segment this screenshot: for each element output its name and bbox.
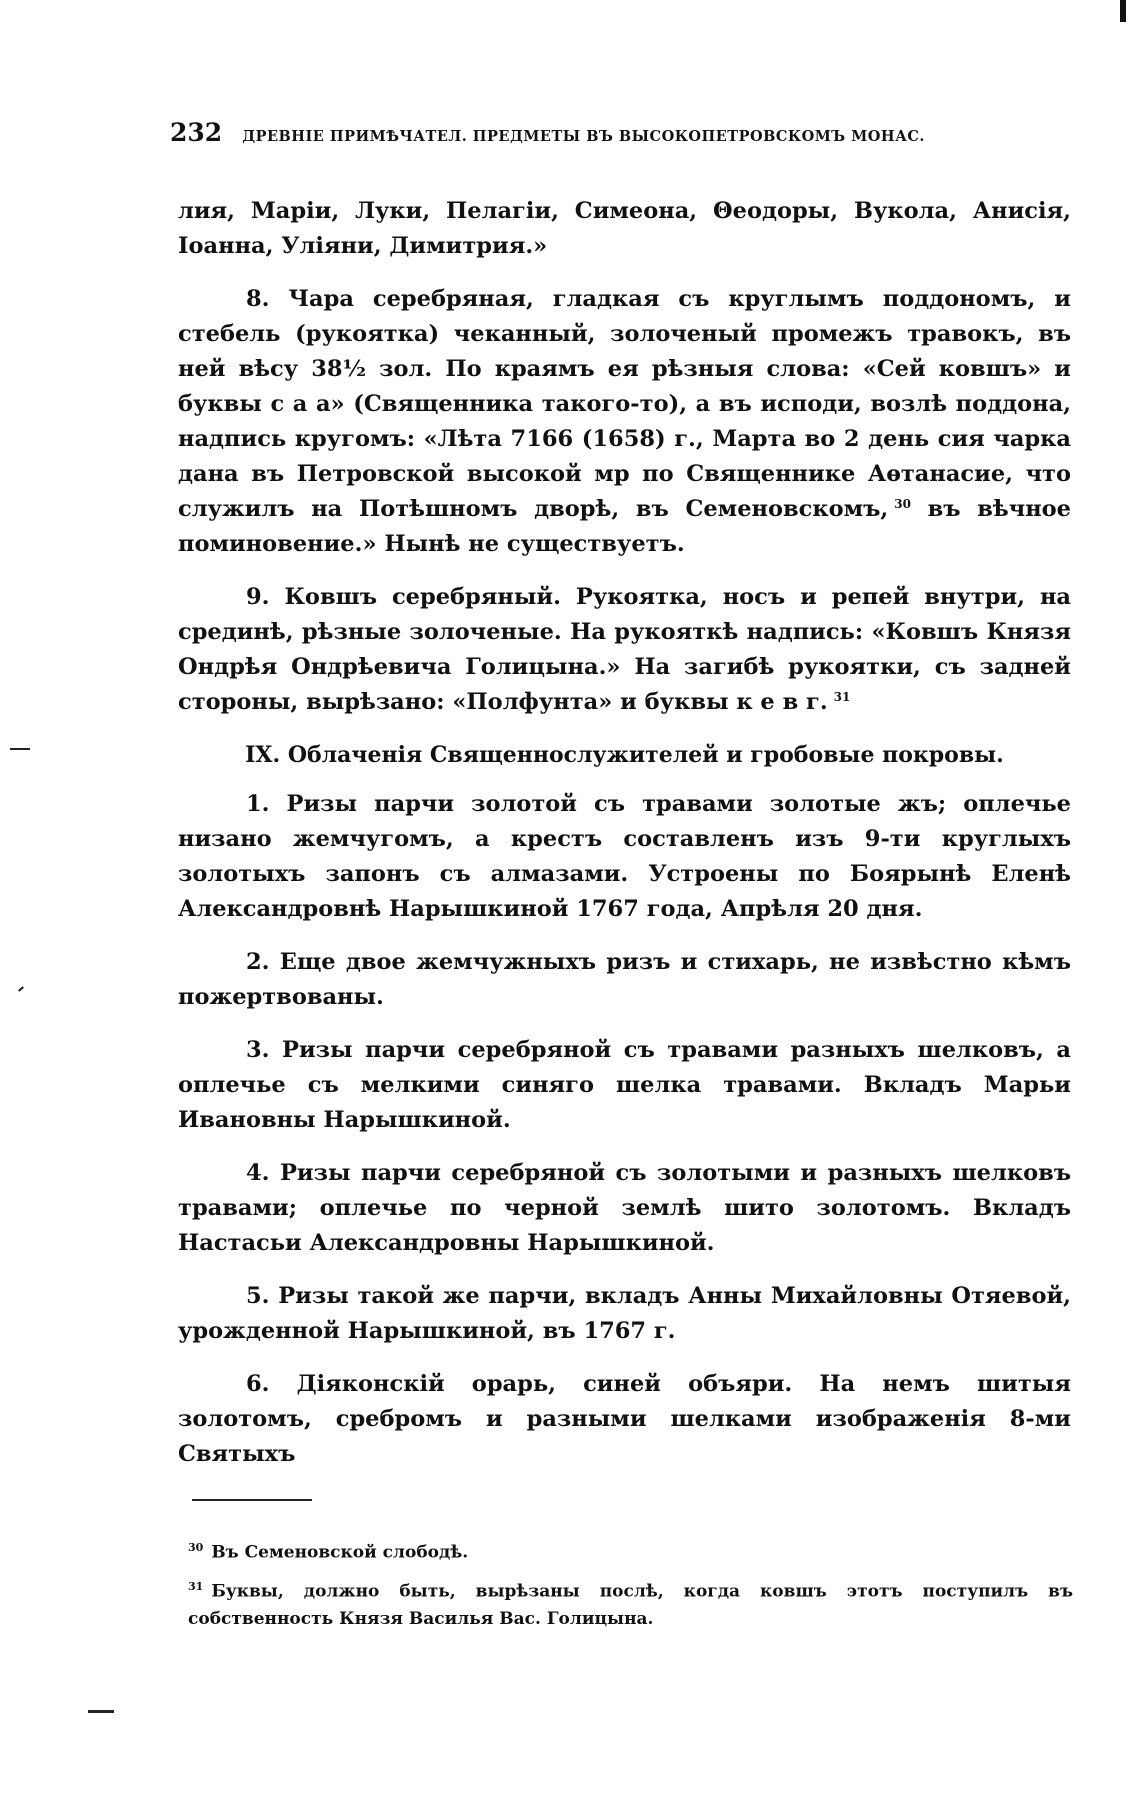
footnotes (188, 1534, 1073, 1639)
footnote-number: 31 (188, 1579, 204, 1593)
footnote-number: 30 (188, 1541, 204, 1554)
footnote-ref-30: 30 (894, 496, 911, 511)
vestment-item-3: 3. Ризы парчи серебряной съ травами разныхъ шелковъ, а оплечье съ мелкими синяго шелка травами. Вкладъ Марьи Ивановны Нарышкиной. (178, 1037, 1071, 1133)
footnote-text: Буквы, должно быть, вырѣзаны послѣ, когда ковшъ этотъ поступилъ въ собственность Князя Василья Вас. Голицына. (188, 1581, 1073, 1630)
vestment-item-6: 6. Діяконскій орарь, синей объяри. На немъ шитыя золотомъ, сребромъ и разными шелками изображенія 8-ми Святыхъ (178, 1371, 1071, 1467)
body-text (178, 194, 1071, 1472)
paragraph-item-9-text: 9. Ковшъ серебряный. Рукоятка, носъ и репей внутри, на срединѣ, рѣзные золоченые. На рукояткѣ надпись: «Ковшъ Князя Ондрѣя Ондрѣевича Голицына.» На загибѣ рукоятки, съ задней стороны, вырѣзано: «Полфунта» и буквы к е в г. (178, 584, 1071, 715)
paragraph-item-8-text-b: въ вѣчное поминовение.» Нынѣ не существуетъ. (178, 496, 1071, 557)
paragraph-item-8-text-a: 8. Чара серебряная, гладкая съ круглымъ поддономъ, и стебель (рукоятка) чеканный, золоченый промежъ травокъ, въ ней вѣсу 38½ зол. По краямъ ея рѣзныя слова: «Сей ковшъ» и буквы с а а» (Священника такого-то), а въ исподи, возлѣ поддона, надпись кругомъ: «Лѣта 7166 (1658) г., Марта во 2 день сия чарка дана въ Петровской высокой мр по Священнике Аѳтанасие, что служилъ на Потѣшномъ дворѣ, въ Семеновскомъ, (178, 286, 1071, 522)
vestment-item-5: 5. Ризы такой же парчи, вкладъ Анны Михайловны Отяевой, урожденной Нарышкиной, въ 1767 г. (178, 1283, 1071, 1344)
running-title: ДРЕВНІЕ ПРИМѢЧАТЕЛ. ПРЕДМЕТЫ ВЪ ВЫСОКОПЕТРОВСКОМЪ МОНАС. (242, 128, 925, 145)
footnote-text: Въ Семеновской слободѣ. (211, 1542, 469, 1563)
vestment-item-4: 4. Ризы парчи серебряной съ золотыми и разныхъ шелковъ травами; оплечье по черной землѣ шито золотомъ. Вкладъ Настасьи Александровны Нарышкиной. (178, 1160, 1071, 1256)
paragraph-item-8 (178, 282, 1071, 562)
vestment-item-2: 2. Еще двое жемчужныхъ ризъ и стихарь, не извѣстно кѣмъ пожертвованы. (178, 949, 1071, 1010)
scan-edge-mark (1120, 0, 1126, 22)
margin-mark-left-3 (88, 1710, 114, 1713)
paragraph-item-9 (178, 580, 1071, 720)
footnote-31 (188, 1573, 1073, 1634)
continuation-paragraph: лия, Маріи, Луки, Пелагіи, Симеона, Θеодоры, Вукола, Анисія, Іоанна, Уліяни, Димитрия.» (178, 198, 1071, 259)
margin-mark-left-2 (18, 986, 24, 991)
footnote-divider (192, 1499, 312, 1501)
footnote-30 (188, 1534, 1073, 1567)
vestment-item-1: 1. Ризы парчи золотой съ травами золотые жъ; оплечье низано жемчугомъ, а крестъ составленъ изъ 9-ти круглыхъ золотыхъ запонъ съ алмазами. Устроены по Боярынѣ Еленѣ Александровнѣ Нарышкиной 1767 года, Апрѣля 20 дня. (178, 791, 1071, 922)
footnote-ref-31: 31 (833, 689, 851, 704)
margin-mark-left-1 (10, 748, 30, 750)
page-header (170, 118, 1075, 152)
section-heading: IX. Облаченія Священнослужителей и гробовые покровы. (245, 742, 1004, 768)
page-number: 232 (170, 118, 223, 147)
